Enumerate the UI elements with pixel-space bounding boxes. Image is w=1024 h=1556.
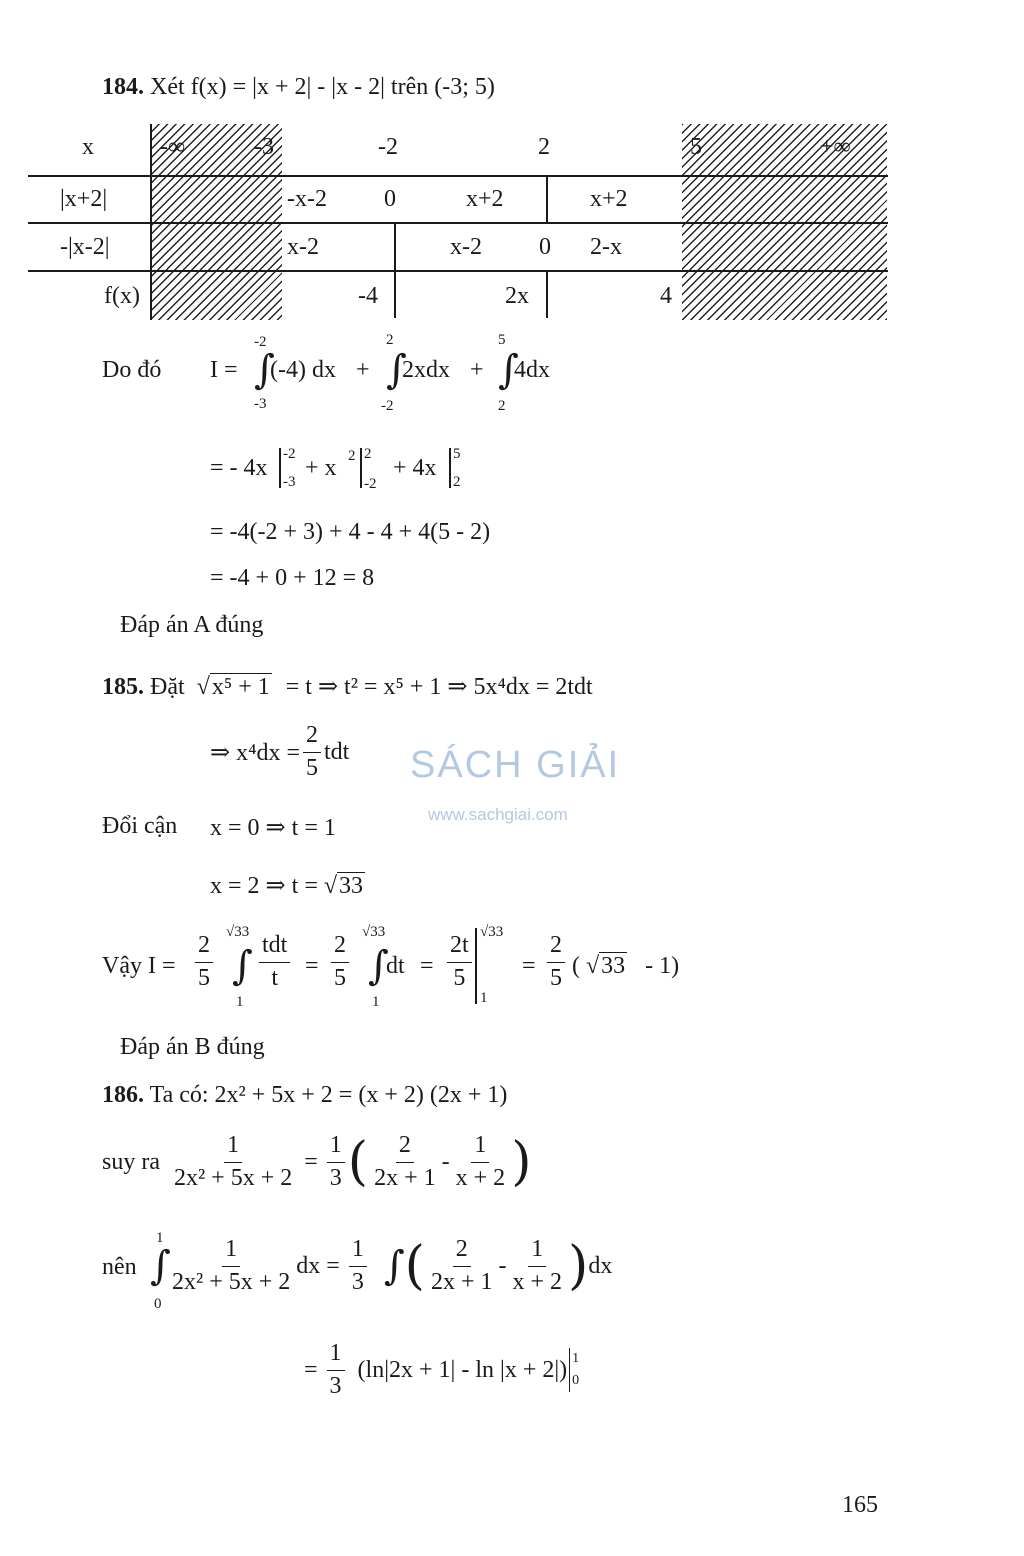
x-value: -∞ <box>160 134 186 160</box>
int1-lower: -3 <box>254 396 267 412</box>
dx: dx <box>296 1252 321 1279</box>
f-value: 4 <box>660 283 672 309</box>
page-number: 165 <box>842 1492 878 1518</box>
int3-lower: 2 <box>498 398 506 414</box>
abs1-value: x+2 <box>590 186 628 212</box>
frac-den: x + 2 <box>512 1268 563 1295</box>
frac-den: 2x + 1 <box>374 1164 436 1191</box>
paren-open-icon: ( <box>347 1132 369 1193</box>
final-result <box>572 953 679 980</box>
eval-term-b: + x <box>305 455 337 481</box>
integral-line <box>166 1236 612 1296</box>
radical-icon: √ <box>196 674 210 700</box>
sqrt-content: 33 <box>339 873 364 899</box>
log-difference: (ln|2x + 1| - ln |x + 2|) <box>357 1356 568 1383</box>
watermark-brand: SÁCH GIẢI <box>410 744 621 786</box>
frac-den: t <box>271 964 278 991</box>
row-head-x: x <box>82 134 94 160</box>
problem-184-heading <box>102 74 495 101</box>
abs2-value: 0 <box>539 234 551 260</box>
frac-num: 2 <box>303 722 321 753</box>
frac-num: 2 <box>396 1132 414 1163</box>
frac-num: tdt <box>259 932 290 963</box>
eval-bar <box>475 928 477 1004</box>
abs1-value: 0 <box>384 186 396 212</box>
int3-upper: 5 <box>498 332 506 348</box>
table-divider <box>546 272 548 318</box>
eval-upper: 5 <box>453 446 461 462</box>
answer-184: Đáp án A đúng <box>120 612 264 638</box>
problem-label: 185. <box>102 674 144 700</box>
problem-185-heading <box>102 672 593 701</box>
answer-185: Đáp án B đúng <box>120 1034 265 1060</box>
row-head-abs2: -|x-2| <box>60 234 110 260</box>
eval-lower: 2 <box>453 474 461 490</box>
frac-num: 2 <box>547 932 565 963</box>
f-value: -4 <box>358 283 378 309</box>
suy-ra: suy ra <box>102 1148 160 1175</box>
eval-upper: √33 <box>480 924 504 940</box>
eval-upper: 2 <box>364 446 372 462</box>
frac-den: 5 <box>198 964 210 991</box>
eval-bar <box>279 448 281 488</box>
du-left: ⇒ x⁴dx = <box>210 739 301 766</box>
do-do-label: Do đó <box>102 357 162 383</box>
int-lower: 1 <box>372 994 380 1010</box>
eval-bar <box>360 448 362 488</box>
eval-bar <box>449 448 451 488</box>
frac <box>544 932 568 992</box>
frac <box>256 932 293 992</box>
doi-can-label: Đổi cận <box>102 813 178 839</box>
problem-statement: Xét f(x) = |x + 2| - |x - 2| trên (-3; 5) <box>150 74 495 100</box>
int1-body: (-4) dx <box>270 357 336 383</box>
x-value: 5 <box>690 134 702 160</box>
int-lower: 0 <box>154 1296 162 1312</box>
table-divider <box>394 223 396 271</box>
exponent: 2 <box>348 448 356 464</box>
equals: = <box>326 1252 340 1279</box>
integral-sign-icon: ∫ <box>386 347 407 393</box>
table-divider <box>394 272 396 318</box>
frac-den: 3 <box>351 1268 364 1295</box>
abs2-value: x-2 <box>287 234 319 260</box>
frac-num: 1 <box>327 1132 345 1163</box>
final-line <box>304 1340 579 1400</box>
eval-lower: -2 <box>364 476 377 492</box>
calc-line: = -4(-2 + 3) + 4 - 4 + 4(5 - 2) <box>210 519 491 545</box>
nen-label: nên <box>102 1254 137 1280</box>
du-right: tdt <box>324 738 350 765</box>
x-value: -3 <box>254 134 274 160</box>
eval-bar <box>569 1348 579 1393</box>
table-rule <box>28 222 888 224</box>
eval-upper: -2 <box>283 446 296 462</box>
frac-den: x + 2 <box>455 1164 506 1191</box>
eval-upper: 1 <box>572 1350 580 1366</box>
problem-statement: Ta có: 2x² + 5x + 2 = (x + 2) (2x + 1) <box>149 1082 508 1108</box>
dt: dt <box>386 953 405 979</box>
bound2-left: x = 2 ⇒ t = <box>210 873 318 899</box>
eval-lower: 0 <box>572 1373 580 1389</box>
frac-num: 2 <box>195 932 213 963</box>
bound-line: x = 0 ⇒ t = 1 <box>210 815 336 841</box>
int-upper: √33 <box>362 924 386 940</box>
integral-sign-icon: ∫ <box>368 943 389 989</box>
problem-label: 186. <box>102 1082 144 1108</box>
frac-den: 2x² + 5x + 2 <box>173 1164 293 1191</box>
frac <box>328 932 352 992</box>
paren-open-icon: ( <box>404 1236 425 1297</box>
row-head-fx: f(x) <box>104 283 140 309</box>
frac-num: 2t <box>447 932 472 963</box>
frac-num: 1 <box>327 1340 345 1371</box>
minus: - <box>498 1252 507 1279</box>
frac-num: 1 <box>222 1236 240 1267</box>
equals: = <box>420 953 434 979</box>
equals: = <box>305 953 319 979</box>
abs1-value: -x-2 <box>287 186 327 212</box>
paren-open: ( <box>572 953 580 979</box>
int-lower: 1 <box>236 994 244 1010</box>
radical-icon: √ <box>323 873 338 899</box>
int1-upper: -2 <box>254 334 267 350</box>
paren-close-icon: ) <box>568 1236 589 1297</box>
calc-line: = -4 + 0 + 12 = 8 <box>210 565 375 591</box>
table-rule <box>28 175 888 177</box>
substitution: = t ⇒ t² = x⁵ + 1 ⇒ 5x⁴dx = 2tdt <box>285 674 593 700</box>
plus-sign: + <box>470 357 484 383</box>
eval-lower: -3 <box>283 474 296 490</box>
problem-186-heading <box>102 1082 507 1109</box>
integral-sign-icon: ∫ <box>150 1243 171 1289</box>
frac-num: 2 <box>331 932 349 963</box>
minus: - <box>441 1148 450 1175</box>
int2-lower: -2 <box>381 398 394 414</box>
frac-den: 5 <box>550 964 562 991</box>
sqrt-content: 33 <box>601 953 626 979</box>
int-upper: 1 <box>156 1230 164 1246</box>
problem-label: 184. <box>102 74 144 100</box>
row-head-abs1: |x+2| <box>60 186 108 212</box>
frac-den: 3 <box>329 1372 342 1399</box>
frac-num: 2 <box>453 1236 471 1267</box>
frac-num: 1 <box>349 1236 367 1267</box>
dat-word: Đặt <box>150 674 185 700</box>
integral-sign-icon: ∫ <box>254 347 275 393</box>
abs1-value: x+2 <box>466 186 504 212</box>
int2-upper: 2 <box>386 332 394 348</box>
x-value: -2 <box>378 134 398 160</box>
int-upper: √33 <box>226 924 250 940</box>
abs2-value: 2-x <box>590 234 622 260</box>
frac <box>192 932 216 992</box>
eval-lower: 1 <box>480 990 488 1006</box>
equals: = <box>304 1356 318 1383</box>
table-divider <box>546 176 548 222</box>
integral-sign-icon: ∫ <box>232 943 253 989</box>
plus-sign: + <box>356 357 370 383</box>
partial-fraction-line <box>102 1132 531 1192</box>
equals: = <box>522 953 536 979</box>
int3-body: 4dx <box>514 357 550 383</box>
I-equals: I = <box>210 357 238 383</box>
x-value: 2 <box>538 134 550 160</box>
paren-close: - 1) <box>645 953 680 979</box>
dx: dx <box>588 1252 613 1279</box>
vay-label: Vậy I = <box>102 953 176 979</box>
frac-den: 3 <box>329 1164 342 1191</box>
paren-close-icon: ) <box>511 1132 532 1193</box>
watermark-url: www.sachgiai.com <box>428 805 568 824</box>
eval-term-c: + 4x <box>393 455 437 481</box>
frac-den: 5 <box>453 964 466 991</box>
frac-den: 2x + 1 <box>430 1268 493 1295</box>
f-value: 2x <box>505 283 529 309</box>
du-line <box>210 722 349 782</box>
frac-num: 1 <box>224 1132 242 1163</box>
frac-num: 1 <box>528 1236 546 1267</box>
sqrt-content: x⁵ + 1 <box>211 674 270 700</box>
frac <box>444 932 475 992</box>
bound-line <box>210 871 365 900</box>
eval-term-a: = - 4x <box>210 455 268 481</box>
frac-den: 2x² + 5x + 2 <box>172 1268 291 1295</box>
radical-icon: √ <box>586 953 600 979</box>
table-divider <box>150 124 152 320</box>
frac-num: 1 <box>471 1132 489 1163</box>
int2-body: 2xdx <box>402 357 450 383</box>
table-rule <box>28 270 888 272</box>
integral-sign-icon: ∫ <box>498 347 519 393</box>
frac-den: 5 <box>306 754 319 781</box>
equals: = <box>304 1148 318 1175</box>
integral-sign-icon: ∫ <box>383 1243 405 1290</box>
abs2-value: x-2 <box>450 234 482 260</box>
frac-den: 5 <box>334 964 346 991</box>
x-value: +∞ <box>820 134 851 160</box>
